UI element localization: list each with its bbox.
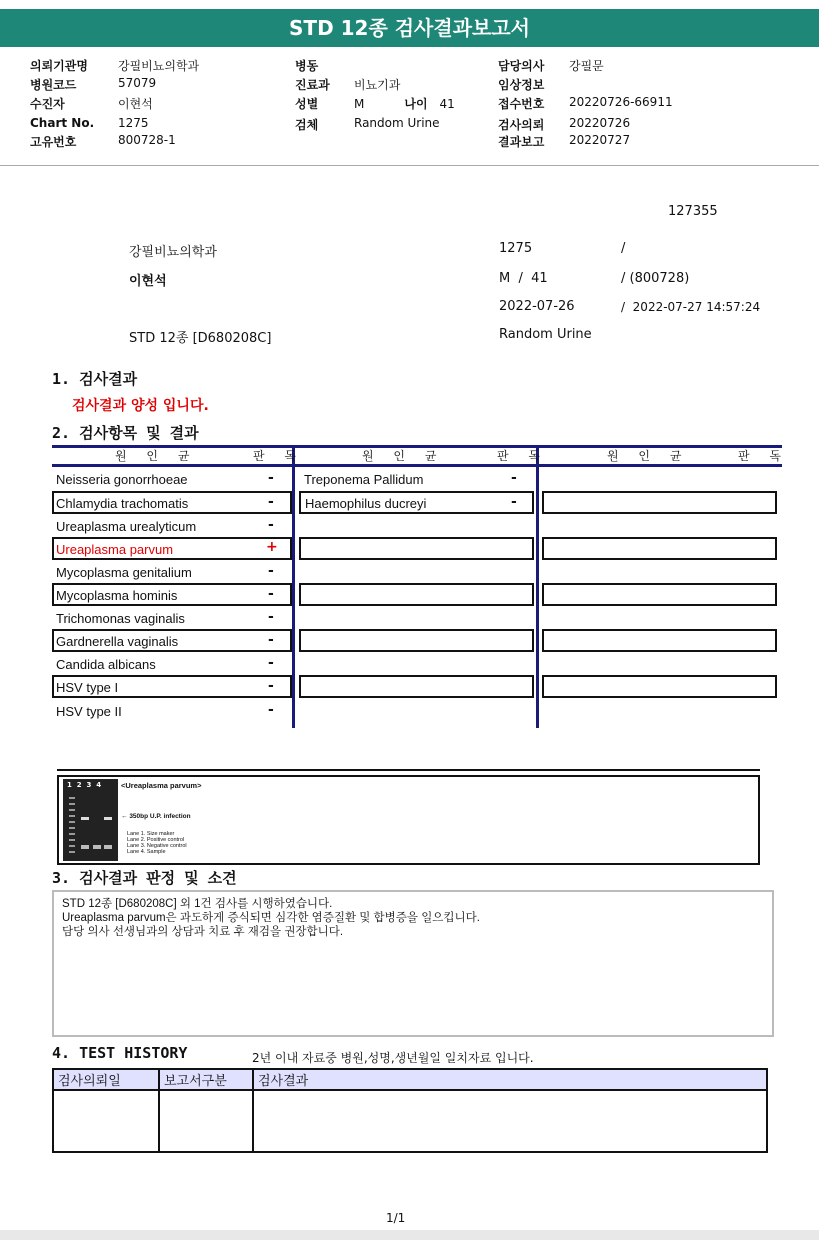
unique-label: 고유번호 <box>30 135 77 149</box>
summary-clinic: 강필비뇨의학과 <box>129 245 217 260</box>
empty-box <box>299 675 534 698</box>
history-header-cell: 보고서구분 <box>159 1069 253 1090</box>
empty-box <box>299 537 534 560</box>
page-number: 1/1 <box>386 1211 406 1225</box>
gel-legend-item: Lane 3. Negative control <box>127 843 187 849</box>
col2-result-header: 판 독 <box>497 449 548 463</box>
gel-legend-item: Lane 4. Sample <box>127 849 166 855</box>
result-hsv1: - <box>268 678 274 694</box>
table-header-rule <box>52 464 782 467</box>
organism-gardnerella: Gardnerella vaginalis <box>56 634 179 649</box>
organism-treponema: Treponema Pallidum <box>304 472 424 487</box>
unique-value: 800728-1 <box>118 133 176 147</box>
sex-value: M <box>354 97 365 111</box>
history-header-cell: 검사결과 <box>253 1069 767 1090</box>
report-title: STD 12종 검사결과보고서 <box>0 9 819 47</box>
organism-haemophilus: Haemophilus ducreyi <box>305 496 427 511</box>
report-date-value: 20220727 <box>569 133 631 147</box>
result-chlamydia: - <box>268 494 274 510</box>
gel-band <box>93 845 101 849</box>
receipt-label: 접수번호 <box>498 97 545 111</box>
footer-band <box>0 1230 819 1240</box>
opinion-line: 담당 의사 선생님과의 상담과 치료 후 재검을 권장합니다. <box>62 926 344 938</box>
organism-hsv2: HSV type II <box>56 704 122 719</box>
report-date-label: 결과보고 <box>498 135 545 149</box>
organism-m-hominis: Mycoplasma hominis <box>56 588 178 603</box>
sex-label: 성별 <box>295 97 319 111</box>
ward-label: 병동 <box>295 59 319 73</box>
summary-test-name: STD 12종 [D680208C] <box>129 331 272 346</box>
institution-label: 의뢰기관명 <box>30 59 88 73</box>
result-gardnerella: - <box>268 632 274 648</box>
summary-birth: / (800728) <box>621 271 690 286</box>
organism-m-genitalium: Mycoplasma genitalium <box>56 565 192 580</box>
summary-chart: 1275 <box>499 241 533 256</box>
empty-box <box>299 629 534 652</box>
history-cell <box>159 1090 253 1152</box>
empty-box <box>542 491 777 514</box>
opinion-box <box>52 890 774 1037</box>
summary-patient: 이현석 <box>129 274 167 289</box>
history-header-row <box>53 1069 767 1090</box>
summary-date-reported: / 2022-07-27 14:57:24 <box>621 300 761 314</box>
empty-box <box>299 583 534 606</box>
header-values-col2 <box>354 57 455 133</box>
column-divider-2 <box>536 445 539 728</box>
summary-slash: / <box>621 241 626 256</box>
gel-electrophoresis-image <box>63 779 118 861</box>
summary-specimen: Random Urine <box>499 327 592 342</box>
history-table <box>52 1068 768 1153</box>
positive-result-message: 검사결과 양성 입니다. <box>72 398 209 414</box>
col1-result-header: 판 독 <box>253 449 304 463</box>
request-value: 20220726 <box>569 116 631 130</box>
col3-result-header: 판 독 <box>738 449 789 463</box>
organism-u-parvum: Ureaplasma parvum <box>56 542 174 557</box>
gel-band <box>104 845 112 849</box>
age-value: 41 <box>439 97 455 111</box>
request-label: 검사의뢰 <box>498 118 545 132</box>
clinical-label: 임상정보 <box>498 78 545 92</box>
result-candida: - <box>268 655 274 671</box>
gel-lane-numbers: 1 2 3 4 <box>67 781 102 789</box>
specimen-label: 검체 <box>295 118 319 132</box>
hospital-code-label: 병원코드 <box>30 78 77 92</box>
header-divider <box>0 165 819 166</box>
result-trichomonas: - <box>268 609 274 625</box>
gel-arrow-label: ← 350bp U.P. infection <box>121 813 191 820</box>
result-treponema: - <box>511 470 517 486</box>
ward-value <box>354 57 455 76</box>
gel-band <box>81 845 89 849</box>
empty-box <box>542 675 777 698</box>
result-m-hominis: - <box>268 586 274 602</box>
result-hsv2: - <box>268 702 274 718</box>
col2-organism-header: 원 인 균 <box>362 449 445 463</box>
history-cell <box>53 1090 159 1152</box>
section4-title: 4. TEST HISTORY <box>52 1044 188 1062</box>
age-label: 나이 <box>404 97 428 111</box>
column-divider-1 <box>292 445 295 728</box>
dept-value: 비뇨기과 <box>354 78 401 92</box>
organism-trichomonas: Trichomonas vaginalis <box>56 611 185 626</box>
opinion-line: Ureaplasma parvum은 과도하게 증식되면 심각한 염증질환 및 합병증을 일으킵니다. <box>62 912 480 924</box>
patient-value: 이현석 <box>118 97 153 111</box>
doctor-label: 담당의사 <box>498 59 545 73</box>
col1-organism-header: 원 인 균 <box>115 449 198 463</box>
gel-title: <Ureaplasma parvum> <box>121 781 202 790</box>
gel-legend-item: Lane 1. Size maker <box>127 831 175 837</box>
empty-box <box>542 583 777 606</box>
header-labels-col2 <box>295 57 330 133</box>
institution-value: 강필비뇨의학과 <box>118 59 200 73</box>
empty-box <box>542 537 777 560</box>
section1-title: 1. 검사결과 <box>52 370 138 388</box>
section4-note: 2년 이내 자료중 병원,성명,생년월일 일치자료 입니다. <box>252 1051 534 1065</box>
header-labels-col3 <box>498 57 544 152</box>
organism-hsv1: HSV type I <box>56 680 119 695</box>
col3-organism-header: 원 인 균 <box>607 449 690 463</box>
gel-ladder-bands <box>69 793 75 853</box>
dept-label: 진료과 <box>295 78 330 92</box>
organism-neisseria: Neisseria gonorrhoeae <box>56 472 188 487</box>
section3-title: 3. 검사결과 판정 및 소견 <box>52 869 237 887</box>
result-m-genitalium: - <box>268 563 274 579</box>
result-u-parvum: + <box>266 539 278 555</box>
organism-u-urealyticum: Ureaplasma urealyticum <box>56 519 197 534</box>
history-cell <box>253 1090 767 1152</box>
section2-title: 2. 검사항목 및 결과 <box>52 424 199 442</box>
gel-band <box>104 817 112 820</box>
header-values-col3 <box>569 57 673 152</box>
organism-candida: Candida albicans <box>56 657 156 672</box>
gel-top-rule <box>57 769 760 771</box>
doctor-value: 강필문 <box>569 59 604 73</box>
summary-id: 127355 <box>668 204 718 219</box>
header-labels-col1 <box>30 57 94 152</box>
organism-chlamydia: Chlamydia trachomatis <box>56 496 189 511</box>
history-header-cell: 검사의뢰일 <box>53 1069 159 1090</box>
opinion-line: STD 12종 [D680208C] 외 1건 검사를 시행하였습니다. <box>62 898 333 910</box>
result-neisseria: - <box>268 470 274 486</box>
receipt-value: 20220726-66911 <box>569 95 673 109</box>
specimen-value: Random Urine <box>354 116 440 130</box>
summary-date-received: 2022-07-26 <box>499 299 575 314</box>
hospital-code-value: 57079 <box>118 76 157 90</box>
result-haemophilus: - <box>511 494 517 510</box>
gel-legend <box>127 831 187 855</box>
arrow-left-icon: ← <box>121 813 130 820</box>
chart-label: Chart No. <box>30 116 95 130</box>
gel-band <box>81 817 89 820</box>
summary-sex-age: M / 41 <box>499 271 548 286</box>
empty-box <box>542 629 777 652</box>
gel-legend-item: Lane 2. Positive control <box>127 837 185 843</box>
chart-value: 1275 <box>118 116 149 130</box>
patient-label: 수진자 <box>30 97 65 111</box>
history-empty-row <box>53 1090 767 1152</box>
clinical-value <box>569 76 673 95</box>
header-values-col1 <box>118 57 199 152</box>
result-u-urealyticum: - <box>268 517 274 533</box>
